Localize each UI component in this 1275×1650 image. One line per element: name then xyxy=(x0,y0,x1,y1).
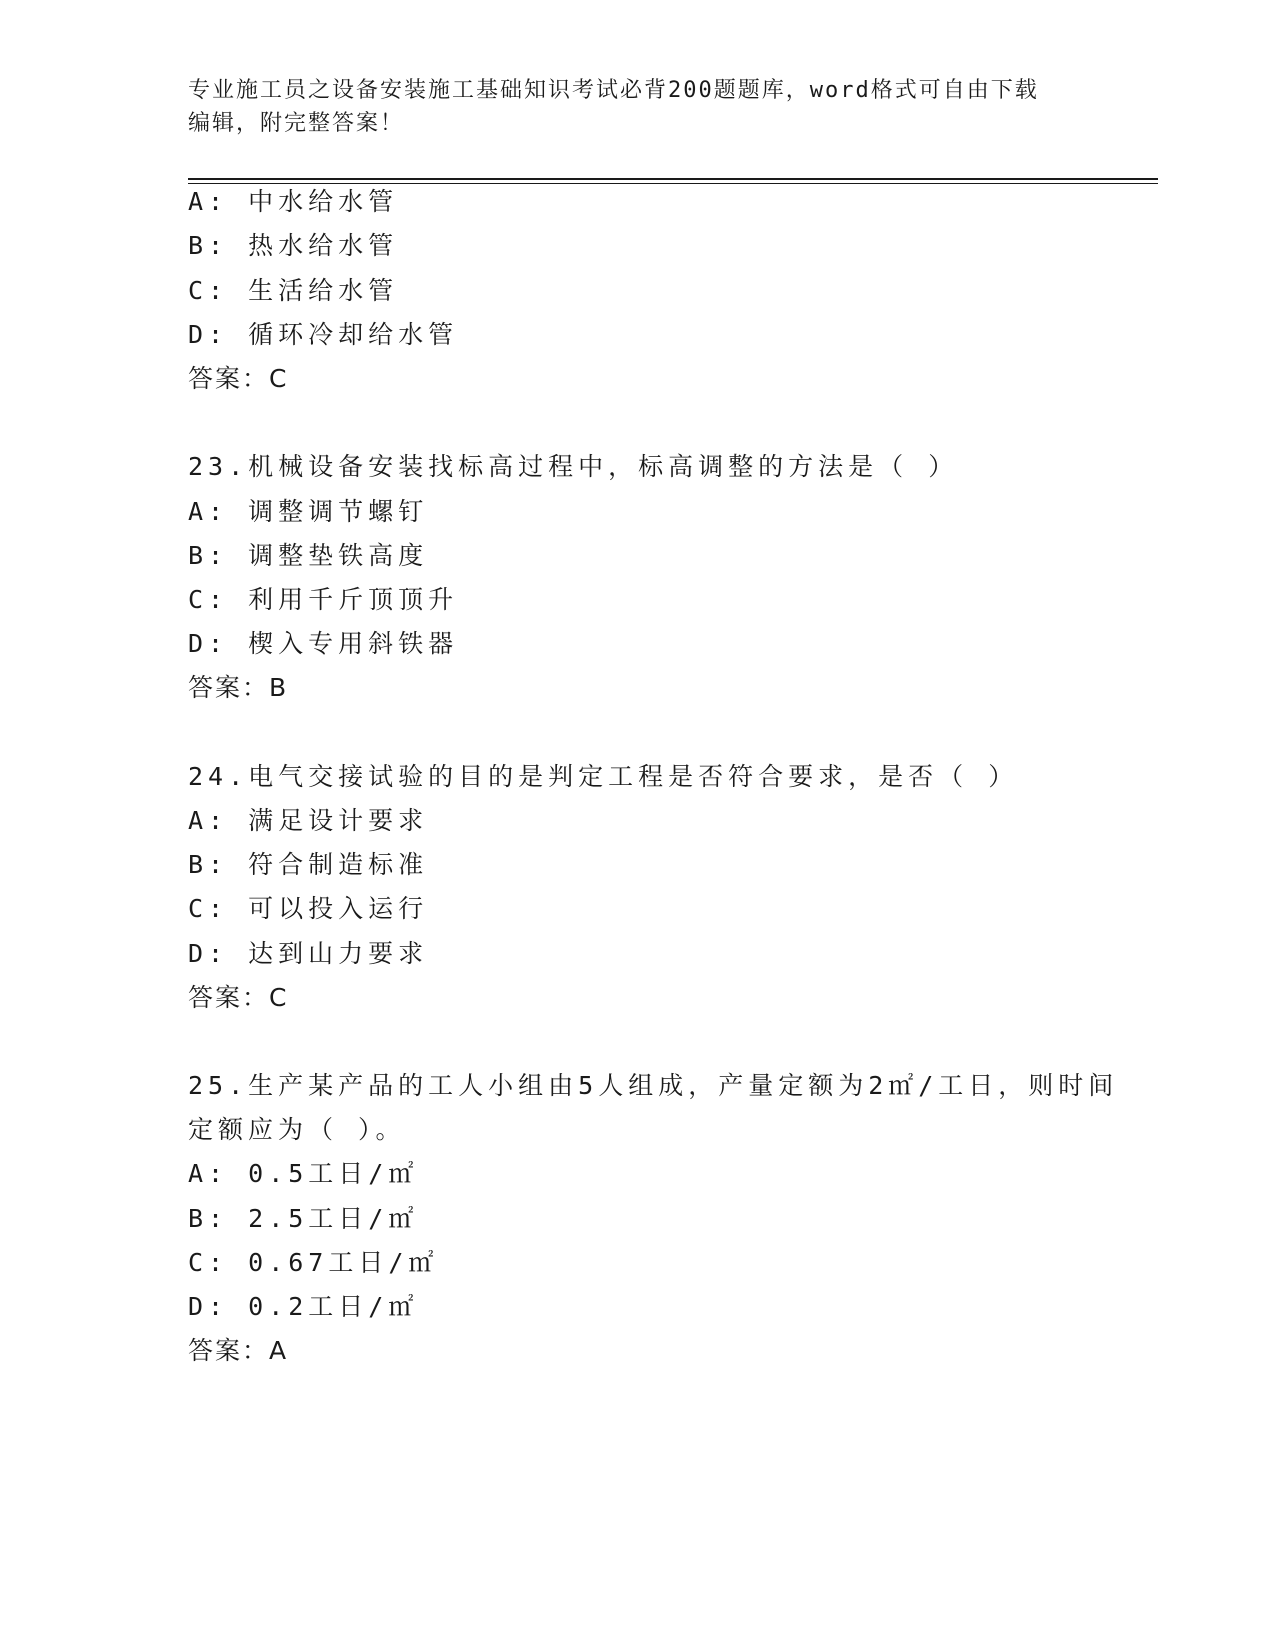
q25-answer: 答案：A xyxy=(188,1336,289,1365)
header-divider-thin xyxy=(188,183,1158,184)
q22-option-c: C: 生活给水管 xyxy=(188,276,399,305)
q24-option-a: A: 满足设计要求 xyxy=(188,806,429,835)
q24-option-b: B: 符合制造标准 xyxy=(188,850,429,879)
q25-option-d: D: 0.2工日/㎡ xyxy=(188,1292,419,1321)
q23-stem: 23.机械设备安装找标高过程中，标高调整的方法是（ ） xyxy=(188,452,959,481)
q25-option-b: B: 2.5工日/㎡ xyxy=(188,1204,419,1233)
q22-answer: 答案：C xyxy=(188,364,289,393)
header-title-line-1: 专业施工员之设备安装施工基础知识考试必背200题题库，word格式可自由下载 xyxy=(188,78,1039,103)
q22-option-a: A: 中水给水管 xyxy=(188,187,399,216)
q25-option-a: A: 0.5工日/㎡ xyxy=(188,1159,419,1188)
q24-stem: 24.电气交接试验的目的是判定工程是否符合要求，是否（ ） xyxy=(188,762,1019,791)
q23-answer: 答案：B xyxy=(188,673,289,702)
q25-stem-line-2: 定额应为（ ）。 xyxy=(188,1115,406,1144)
q24-answer: 答案：C xyxy=(188,983,289,1012)
q23-option-c: C: 利用千斤顶顶升 xyxy=(188,585,459,614)
header-title-line-2: 编辑，附完整答案！ xyxy=(188,111,405,136)
q24-option-c: C: 可以投入运行 xyxy=(188,894,429,923)
q25-option-c: C: 0.67工日/㎡ xyxy=(188,1248,439,1277)
q23-option-a: A: 调整调节螺钉 xyxy=(188,497,429,526)
document-header xyxy=(188,74,1088,140)
q24-option-d: D: 达到山力要求 xyxy=(188,939,429,968)
q22-option-d: D: 循环冷却给水管 xyxy=(188,320,459,349)
q23-option-b: B: 调整垫铁高度 xyxy=(188,541,429,570)
q23-option-d: D: 楔入专用斜铁器 xyxy=(188,629,459,658)
q25-stem-line-1: 25.生产某产品的工人小组由5人组成，产量定额为2㎡/工日，则时间 xyxy=(188,1071,1119,1100)
q22-option-b: B: 热水给水管 xyxy=(188,231,399,260)
header-divider-thick xyxy=(188,178,1158,180)
